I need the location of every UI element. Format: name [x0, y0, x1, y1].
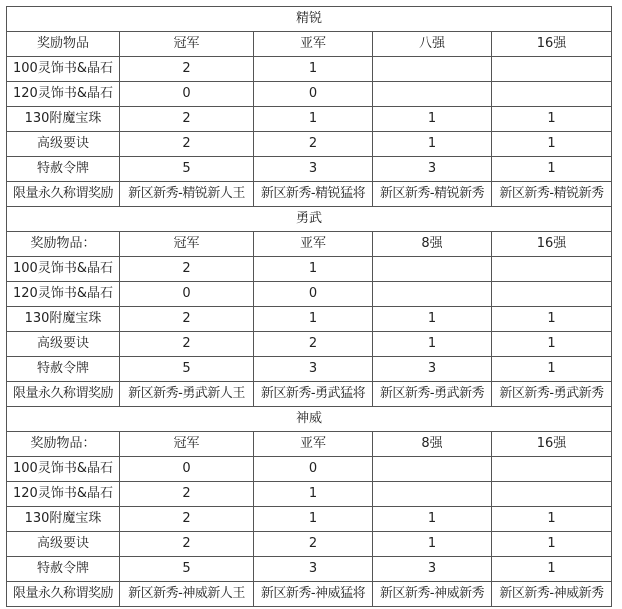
value-cell: 0: [120, 82, 254, 107]
value-cell: 2: [120, 507, 254, 532]
value-cell: [373, 482, 492, 507]
value-cell: 1: [373, 107, 492, 132]
item-cell: 高级要诀: [7, 132, 120, 157]
title-value-cell: 新区新秀-神威新秀: [492, 582, 612, 607]
table-row: [7, 307, 612, 332]
item-cell: 100灵饰书&晶石: [7, 257, 120, 282]
section-row: [7, 7, 612, 32]
value-cell: [373, 282, 492, 307]
item-cell: 130附魔宝珠: [7, 107, 120, 132]
title-value-cell: 新区新秀-勇武新秀: [492, 382, 612, 407]
item-cell: 120灵饰书&晶石: [7, 282, 120, 307]
title-reward-row: [7, 382, 612, 407]
rewards-table: [6, 6, 612, 607]
value-cell: 1: [373, 307, 492, 332]
title-label-cell: 限量永久称谓奖励: [7, 382, 120, 407]
item-cell: 高级要诀: [7, 532, 120, 557]
header-cell: 亚军: [254, 32, 373, 57]
value-cell: 1: [373, 507, 492, 532]
value-cell: 0: [120, 457, 254, 482]
value-cell: 3: [373, 357, 492, 382]
value-cell: 1: [254, 257, 373, 282]
value-cell: 3: [254, 157, 373, 182]
section-row: [7, 207, 612, 232]
item-cell: 130附魔宝珠: [7, 307, 120, 332]
value-cell: 2: [254, 532, 373, 557]
title-value-cell: 新区新秀-神威猛将: [254, 582, 373, 607]
value-cell: 1: [492, 157, 612, 182]
table-row: [7, 257, 612, 282]
header-cell: 16强: [492, 232, 612, 257]
value-cell: 1: [492, 532, 612, 557]
header-cell: 冠军: [120, 32, 254, 57]
title-label-cell: 限量永久称谓奖励: [7, 182, 120, 207]
item-cell: 100灵饰书&晶石: [7, 457, 120, 482]
value-cell: 1: [254, 307, 373, 332]
value-cell: [492, 482, 612, 507]
table-row: [7, 357, 612, 382]
title-value-cell: 新区新秀-勇武新秀: [373, 382, 492, 407]
section-row: [7, 407, 612, 432]
header-cell: 亚军: [254, 232, 373, 257]
value-cell: 1: [373, 132, 492, 157]
value-cell: [373, 82, 492, 107]
table-row: [7, 332, 612, 357]
value-cell: 1: [492, 107, 612, 132]
value-cell: 2: [120, 482, 254, 507]
value-cell: 2: [254, 132, 373, 157]
value-cell: 0: [120, 282, 254, 307]
title-value-cell: 新区新秀-精锐新秀: [373, 182, 492, 207]
value-cell: [492, 257, 612, 282]
header-cell: 八强: [373, 32, 492, 57]
value-cell: 1: [492, 132, 612, 157]
item-cell: 130附魔宝珠: [7, 507, 120, 532]
title-value-cell: 新区新秀-精锐猛将: [254, 182, 373, 207]
table-row: [7, 457, 612, 482]
title-value-cell: 新区新秀-精锐新人王: [120, 182, 254, 207]
value-cell: 2: [120, 257, 254, 282]
item-cell: 120灵饰书&晶石: [7, 482, 120, 507]
value-cell: 1: [373, 532, 492, 557]
table-row: [7, 107, 612, 132]
table-row: [7, 507, 612, 532]
header-row: [7, 432, 612, 457]
header-cell: 冠军: [120, 232, 254, 257]
value-cell: 5: [120, 357, 254, 382]
table-row: [7, 82, 612, 107]
value-cell: 1: [492, 357, 612, 382]
header-cell: 16强: [492, 432, 612, 457]
value-cell: [373, 57, 492, 82]
value-cell: 3: [373, 557, 492, 582]
value-cell: [373, 457, 492, 482]
value-cell: 2: [120, 332, 254, 357]
item-cell: 120灵饰书&晶石: [7, 82, 120, 107]
value-cell: 1: [492, 557, 612, 582]
table-row: [7, 132, 612, 157]
value-cell: 1: [254, 107, 373, 132]
header-cell: 16强: [492, 32, 612, 57]
value-cell: [492, 457, 612, 482]
value-cell: [492, 282, 612, 307]
value-cell: 1: [492, 332, 612, 357]
value-cell: 1: [254, 482, 373, 507]
value-cell: [492, 57, 612, 82]
title-label-cell: 限量永久称谓奖励: [7, 582, 120, 607]
table-row: [7, 532, 612, 557]
table-row: [7, 282, 612, 307]
title-value-cell: 新区新秀-神威新秀: [373, 582, 492, 607]
value-cell: 5: [120, 557, 254, 582]
table-row: [7, 482, 612, 507]
value-cell: 0: [254, 82, 373, 107]
value-cell: 2: [120, 57, 254, 82]
value-cell: 2: [254, 332, 373, 357]
rewards-table-container: [6, 6, 612, 607]
title-value-cell: 新区新秀-勇武猛将: [254, 382, 373, 407]
item-cell: 特赦令牌: [7, 557, 120, 582]
value-cell: 1: [254, 507, 373, 532]
value-cell: 3: [254, 557, 373, 582]
header-cell: 8强: [373, 432, 492, 457]
header-row: [7, 32, 612, 57]
value-cell: 5: [120, 157, 254, 182]
item-cell: 高级要诀: [7, 332, 120, 357]
header-cell: 8强: [373, 232, 492, 257]
item-cell: 特赦令牌: [7, 157, 120, 182]
value-cell: 0: [254, 282, 373, 307]
header-cell: 亚军: [254, 432, 373, 457]
section-title: 精锐: [7, 7, 612, 32]
value-cell: 3: [373, 157, 492, 182]
section-title: 神威: [7, 407, 612, 432]
value-cell: 0: [254, 457, 373, 482]
value-cell: 1: [492, 307, 612, 332]
table-row: [7, 157, 612, 182]
title-value-cell: 新区新秀-精锐新秀: [492, 182, 612, 207]
value-cell: [373, 257, 492, 282]
value-cell: 1: [492, 507, 612, 532]
title-value-cell: 新区新秀-勇武新人王: [120, 382, 254, 407]
header-row: [7, 232, 612, 257]
value-cell: 1: [254, 57, 373, 82]
item-cell: 特赦令牌: [7, 357, 120, 382]
value-cell: 3: [254, 357, 373, 382]
header-cell: 奖励物品：: [7, 232, 120, 257]
title-reward-row: [7, 582, 612, 607]
title-reward-row: [7, 182, 612, 207]
value-cell: 2: [120, 107, 254, 132]
value-cell: 2: [120, 307, 254, 332]
header-cell: 奖励物品: [7, 32, 120, 57]
table-row: [7, 557, 612, 582]
section-title: 勇武: [7, 207, 612, 232]
table-row: [7, 57, 612, 82]
value-cell: 1: [373, 332, 492, 357]
header-cell: 奖励物品：: [7, 432, 120, 457]
item-cell: 100灵饰书&晶石: [7, 57, 120, 82]
value-cell: [492, 82, 612, 107]
title-value-cell: 新区新秀-神威新人王: [120, 582, 254, 607]
value-cell: 2: [120, 132, 254, 157]
value-cell: 2: [120, 532, 254, 557]
header-cell: 冠军: [120, 432, 254, 457]
